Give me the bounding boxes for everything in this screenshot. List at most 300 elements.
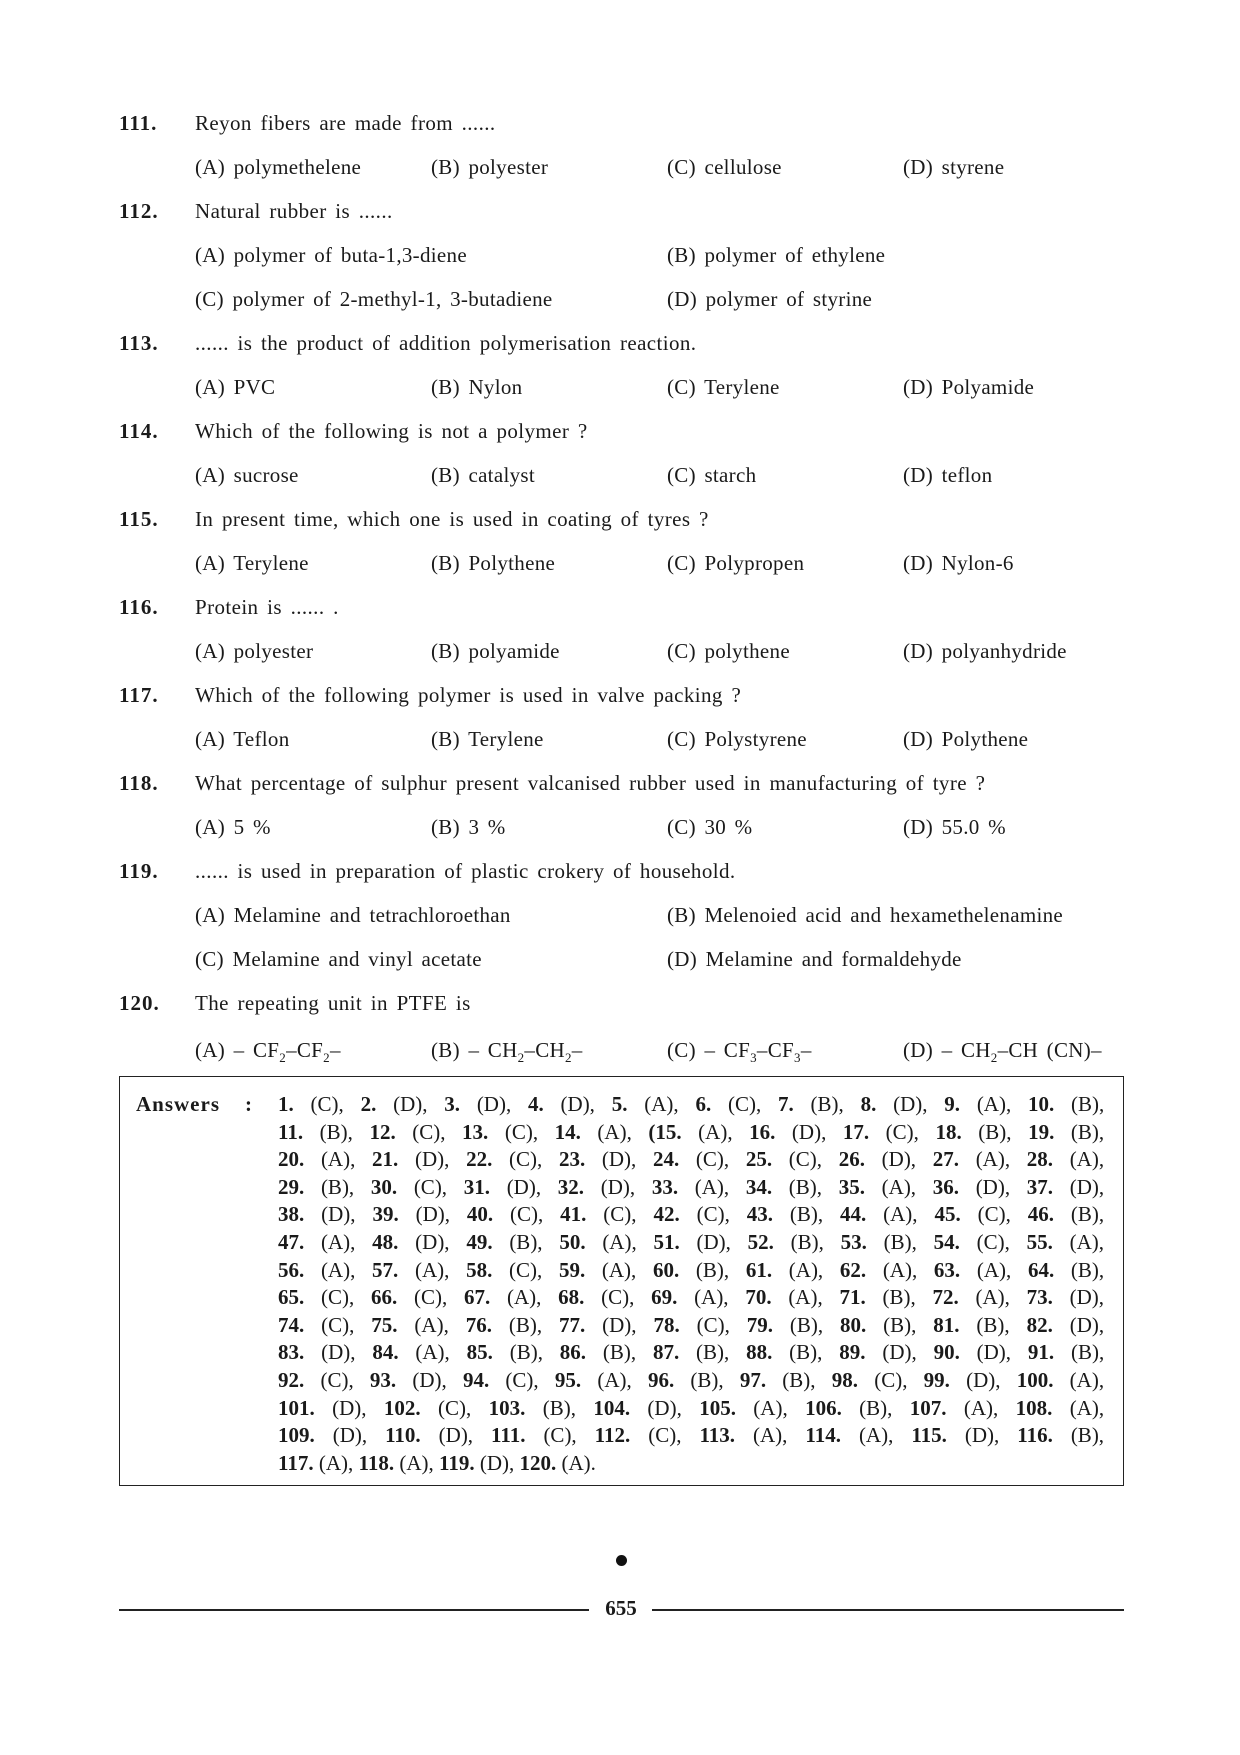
answer-entry [372,1258,449,1282]
answer-entry [840,1313,916,1337]
answer-choice: (B), [883,1230,917,1254]
option-a [195,1038,341,1063]
formula-part: –CH (CN)– [997,1038,1102,1062]
answer-entry [1027,1313,1105,1337]
answer-number: 23. [558,1147,586,1172]
answer-entry [463,1368,539,1392]
answer-entry [439,1451,514,1475]
answer-number: 63. [933,1257,961,1282]
subscript: 2 [323,1050,330,1065]
answers-line [278,1423,1104,1448]
answer-number: 32. [557,1174,585,1199]
answer-entry [555,1120,632,1144]
answer-number: 103. [488,1395,526,1420]
answer-number: 54. [933,1230,960,1254]
answer-entry [653,1313,729,1337]
answer-number: 61. [745,1257,773,1282]
answer-entry [910,1396,999,1420]
answer-number: 9. [944,1092,961,1116]
answer-number: 114. [805,1423,841,1448]
answer-entry [924,1368,1001,1392]
option-d: (D) Nylon-6 [903,551,1014,575]
answer-choice: (C), [695,1147,730,1172]
answer-entry [746,1147,822,1171]
answer-number: 70. [745,1285,772,1310]
answer-entry [464,1175,541,1199]
answer-choice: (D), [479,1450,515,1475]
answer-number: 78. [653,1312,680,1337]
answer-number: 28. [1026,1147,1054,1172]
answer-choice: (A), [318,1450,354,1475]
answer-number: 41. [560,1202,587,1227]
answer-entry [278,1202,356,1226]
option-b: (B) polymer of ethylene [667,243,886,267]
question-number: 118. [119,771,159,795]
answer-entry [555,1368,632,1392]
answer-entry [359,1451,434,1475]
option-d: (D) 55.0 % [903,815,1006,839]
answer-choice: (B), [859,1395,893,1420]
option-c: (C) 30 % [667,815,753,839]
answer-choice: (C), [696,1312,730,1337]
answer-number: 6. [695,1092,712,1116]
answer-number: 74. [278,1312,305,1337]
answer-number: 86. [559,1340,587,1365]
option-d: (D) Polyamide [903,375,1035,399]
option-b: (B) Polythene [431,551,556,575]
answer-choice: (A), [1069,1147,1105,1172]
answer-entry [841,1230,917,1254]
answer-number: 109. [278,1423,315,1448]
option-a: (A) PVC [195,375,276,399]
answer-entry [558,1285,634,1309]
answer-entry [652,1175,729,1199]
answer-entry [840,1258,917,1282]
answer-choice: (B), [1070,1202,1105,1227]
answer-entry [466,1230,542,1254]
answer-entry [1027,1285,1104,1309]
answer-entry [466,1258,542,1282]
option-label: (D) [903,1038,934,1062]
answer-entry [805,1396,892,1420]
option-a: (A) Terylene [195,551,309,575]
subscript: 2 [990,1050,998,1065]
question-text: Protein is ...... . [195,595,339,619]
option-label: (A) [195,1038,226,1062]
answer-choice: (C), [414,1285,448,1310]
answer-entry [467,1202,543,1226]
option-b [431,1038,583,1063]
answer-choice: (A), [975,1285,1010,1310]
answer-number: 93. [369,1368,397,1392]
answer-entry [560,1202,636,1226]
answer-entry [746,1175,822,1199]
answer-entry [839,1285,915,1309]
option-d: (D) polyanhydride [903,639,1067,663]
answer-number: 27. [932,1147,959,1172]
answer-choice: (A), [788,1257,824,1282]
answer-choice: (B), [1070,1340,1105,1365]
answer-choice: (D), [332,1423,368,1448]
answer-number: 106. [805,1395,842,1420]
answer-entry [370,1368,447,1392]
option-c [667,1038,812,1063]
answer-entry [699,1396,788,1420]
answer-number: 117. [278,1450,314,1475]
answer-entry [861,1092,928,1116]
answer-choice: (C), [885,1119,919,1144]
answer-entry [278,1175,354,1199]
answer-choice: (B), [320,1174,355,1199]
answer-choice: (D), [647,1395,682,1420]
answer-number: 7. [778,1092,794,1116]
answer-choice: (D), [791,1119,827,1144]
question-number: 115. [119,507,159,531]
answer-number: 65. [278,1285,305,1310]
answer-entry [843,1120,919,1144]
answer-choice: (B), [695,1257,730,1282]
question-text: ...... is the product of addition polymerisation reaction. [195,331,697,355]
answer-choice: (A). [561,1450,596,1475]
answer-choice: (A), [753,1423,788,1448]
answer-number: 96. [647,1368,675,1392]
answer-choice: (D), [696,1230,731,1254]
answer-number: 94. [462,1368,490,1392]
answer-choice: (C), [976,1230,1010,1254]
answer-choice: (C), [603,1202,637,1227]
answer-choice: (C), [310,1092,344,1116]
answer-choice: (D), [321,1340,356,1365]
answer-entry [653,1340,729,1364]
answer-number: 66. [371,1285,398,1310]
answer-number: 43. [746,1202,773,1227]
answer-entry [932,1285,1009,1309]
answer-number: 102. [383,1395,421,1420]
answers-line [278,1313,1104,1338]
option-b: (B) polyester [431,155,549,179]
answer-number: 116. [1017,1423,1053,1448]
answer-entry [384,1396,471,1420]
answer-number: 3. [444,1092,461,1116]
answer-entry [462,1120,538,1144]
answer-choice: (D), [601,1147,637,1172]
question-number: 120. [119,991,160,1015]
formula-part: – CF [695,1038,751,1062]
answer-number: 115. [911,1423,947,1448]
answer-entry [740,1368,816,1392]
answer-number: 97. [739,1368,767,1392]
option-d [903,1038,1102,1063]
answers-line [278,1092,1104,1117]
answer-number: 98. [831,1368,858,1392]
answer-choice: (A), [753,1395,788,1420]
answer-number: 17. [842,1119,870,1144]
answer-number: 67. [464,1285,491,1310]
subscript: 3 [794,1050,801,1065]
answer-number: 38. [278,1202,305,1227]
answers-line [278,1396,1104,1421]
answer-number: 118. [358,1450,395,1475]
answer-number: 113. [699,1423,736,1448]
answer-number: 37. [1026,1174,1054,1199]
answer-entry [745,1285,822,1309]
answer-number: 4. [528,1092,544,1116]
answer-number: 119. [439,1450,475,1475]
answer-number: 80. [840,1312,867,1337]
subscript: 2 [279,1050,287,1065]
option-c: (C) Melamine and vinyl acetate [195,947,482,971]
answer-choice: (C), [874,1368,908,1392]
page-number: 655 [605,1596,637,1620]
answer-entry [372,1202,450,1226]
answer-choice: (B), [883,1312,917,1337]
answer-number: 82. [1026,1312,1053,1337]
answer-entry [695,1092,761,1116]
answer-choice: (A), [975,1147,1011,1172]
answers-label: Answers [136,1092,220,1116]
answer-number: 26. [838,1147,865,1172]
answer-entry [653,1202,729,1226]
answer-entry [560,1340,636,1364]
answer-entry [278,1285,354,1309]
formula-part: – CH [933,1038,991,1062]
answer-choice: (D), [415,1202,450,1227]
answer-number: 21. [372,1147,399,1172]
answer-choice: (B), [882,1285,916,1310]
answer-number: 29. [278,1174,305,1199]
option-a: (A) Melamine and tetrachloroethan [195,903,511,927]
answer-choice: (A), [597,1368,632,1392]
answer-number: 57. [372,1257,399,1282]
answer-choice: (C), [510,1202,544,1227]
answer-choice: (D), [975,1174,1011,1199]
answer-number: 24. [652,1147,680,1172]
answer-number: 20. [278,1147,305,1172]
answer-number: 79. [746,1312,773,1337]
answer-number: 31. [463,1174,490,1199]
formula-part: – CF [225,1038,280,1062]
answer-entry [653,1258,729,1282]
answer-entry [934,1202,1010,1226]
answer-choice: (B), [789,1202,824,1227]
answer-number: 71. [839,1285,866,1310]
answer-number: 16. [749,1119,776,1144]
answer-choice: (B), [696,1340,730,1365]
answer-number: 69. [651,1285,678,1310]
answer-choice: (A), [644,1092,679,1116]
answer-choice: (A), [694,1285,729,1310]
answer-choice: (A), [320,1257,356,1282]
answer-number: 76. [465,1312,492,1337]
answer-number: 64. [1027,1257,1055,1282]
answer-entry [464,1285,541,1309]
answer-entry [747,1313,823,1337]
answer-number: 33. [651,1174,679,1199]
answer-number: (15. [648,1119,682,1144]
answer-number: 19. [1028,1119,1055,1144]
question-number: 119. [119,859,159,883]
answer-entry [1017,1368,1104,1392]
option-c: (C) starch [667,463,757,487]
answer-number: 47. [278,1230,305,1254]
option-a: (A) Teflon [195,727,290,751]
answer-choice: (B), [1071,1092,1105,1116]
answer-entry [648,1368,724,1392]
answer-entry [933,1313,1009,1337]
answer-number: 105. [699,1395,736,1420]
answer-entry [371,1313,449,1337]
answer-choice: (D), [976,1340,1012,1365]
answer-choice: (D), [414,1147,450,1172]
answers-line [278,1147,1104,1172]
answer-entry [278,1396,367,1420]
answers-line [278,1120,1104,1145]
answer-choice: (A), [694,1174,730,1199]
answer-entry [278,1313,354,1337]
answer-entry [489,1396,576,1420]
answer-choice: (D), [893,1092,928,1116]
answer-entry [934,1230,1010,1254]
option-a: (A) polyester [195,639,314,663]
answer-choice: (D), [600,1174,636,1199]
answer-choice: (D), [882,1340,917,1365]
answer-choice: (A), [976,1092,1012,1116]
answer-number: 104. [593,1395,631,1420]
answer-entry [278,1230,355,1254]
answer-choice: (A), [881,1174,917,1199]
answer-choice: (C), [437,1395,472,1420]
answer-choice: (C), [543,1423,577,1448]
answer-choice: (D), [415,1230,450,1254]
option-b: (B) Melenoied acid and hexamethelenamine [667,903,1064,927]
answer-number: 95. [554,1368,582,1392]
answer-choice: (B), [788,1174,823,1199]
answer-entry [653,1230,730,1254]
answer-choice: (A), [788,1285,823,1310]
answer-number: 44. [840,1202,867,1227]
option-b: (B) polyamide [431,639,560,663]
question-text: The repeating unit in PTFE is [195,991,471,1015]
answer-choice: (C), [601,1285,635,1310]
answer-number: 68. [558,1285,585,1310]
answer-entry [911,1423,999,1447]
answer-number: 12. [369,1119,396,1144]
answer-number: 77. [559,1312,586,1337]
answer-choice: (A), [597,1119,632,1144]
answer-entry [528,1092,595,1116]
answer-entry [371,1285,447,1309]
answer-choice: (A), [698,1119,733,1144]
answer-number: 52. [747,1230,774,1254]
answer-number: 87. [652,1340,680,1365]
answer-choice: (C), [321,1312,355,1337]
answer-choice: (B), [790,1230,824,1254]
answer-choice: (B), [542,1395,576,1420]
answer-choice: (D), [506,1174,542,1199]
answer-number: 85. [466,1340,493,1365]
answer-number: 110. [385,1423,421,1448]
answer-entry [1028,1120,1104,1144]
answer-entry [1028,1202,1104,1226]
answer-choice: (B), [690,1368,724,1392]
answer-entry [559,1313,637,1337]
answer-number: 35. [838,1174,865,1199]
answer-choice: (D), [602,1312,637,1337]
question-text: In present time, which one is used in coating of tyres ? [195,507,709,531]
answer-entry [933,1147,1010,1171]
question-number: 111. [119,111,158,135]
answer-number: 10. [1028,1092,1055,1116]
answer-number: 34. [745,1174,773,1199]
answer-entry [559,1147,636,1171]
answer-choice: (D), [438,1423,474,1448]
option-c: (C) polythene [667,639,790,663]
answer-entry [832,1368,908,1392]
answer-number: 81. [933,1312,960,1337]
option-label: (C) [667,1038,696,1062]
answer-entry [747,1202,823,1226]
answer-choice: (B), [810,1092,844,1116]
answer-entry [935,1120,1011,1144]
answers-line [278,1230,1104,1255]
answers-line [278,1175,1104,1200]
question-text: Which of the following polymer is used in valve packing ? [195,683,742,707]
answer-choice: (C), [788,1147,823,1172]
answer-number: 88. [746,1340,773,1365]
answer-choice: (A), [321,1230,356,1254]
answer-choice: (B), [978,1119,1012,1144]
question-text: ...... is used in preparation of plastic crokery of household. [195,859,736,883]
option-d: (D) polymer of styrine [667,287,873,311]
answer-number: 53. [840,1230,867,1254]
answer-number: 45. [934,1202,961,1227]
subscript: 2 [517,1050,525,1065]
answer-entry [805,1423,893,1447]
answer-entry [612,1092,679,1116]
option-b: (B) 3 % [431,815,506,839]
answer-entry [444,1092,511,1116]
answer-choice: (B), [1070,1423,1105,1448]
answer-choice: (C), [696,1202,730,1227]
answer-entry [839,1147,916,1171]
answer-number: 89. [839,1340,866,1365]
formula-part: –CF [756,1038,794,1062]
answer-entry [653,1147,729,1171]
answer-entry [278,1092,344,1116]
answer-entry [278,1120,353,1144]
question-number: 113. [119,331,159,355]
answer-choice: (B), [782,1368,816,1392]
formula-part: – [329,1038,341,1062]
option-b: (B) Terylene [431,727,544,751]
question-text: Which of the following is not a polymer ? [195,419,588,443]
answer-entry [1016,1396,1105,1420]
formula-part: –CH [524,1038,565,1062]
answer-choice: (B), [976,1312,1010,1337]
answers-line [278,1285,1104,1310]
option-d: (D) styrene [903,155,1005,179]
answer-number: 13. [462,1119,489,1144]
answers-line [278,1368,1104,1393]
answer-entry [934,1258,1011,1282]
answer-entry [1027,1175,1104,1199]
answer-number: 40. [466,1202,494,1227]
answer-entry [278,1368,354,1392]
answer-number: 108. [1015,1395,1053,1420]
option-d: (D) Melamine and formaldehyde [667,947,962,971]
answer-choice: (A), [415,1340,450,1365]
answer-choice: (D), [966,1368,1001,1392]
